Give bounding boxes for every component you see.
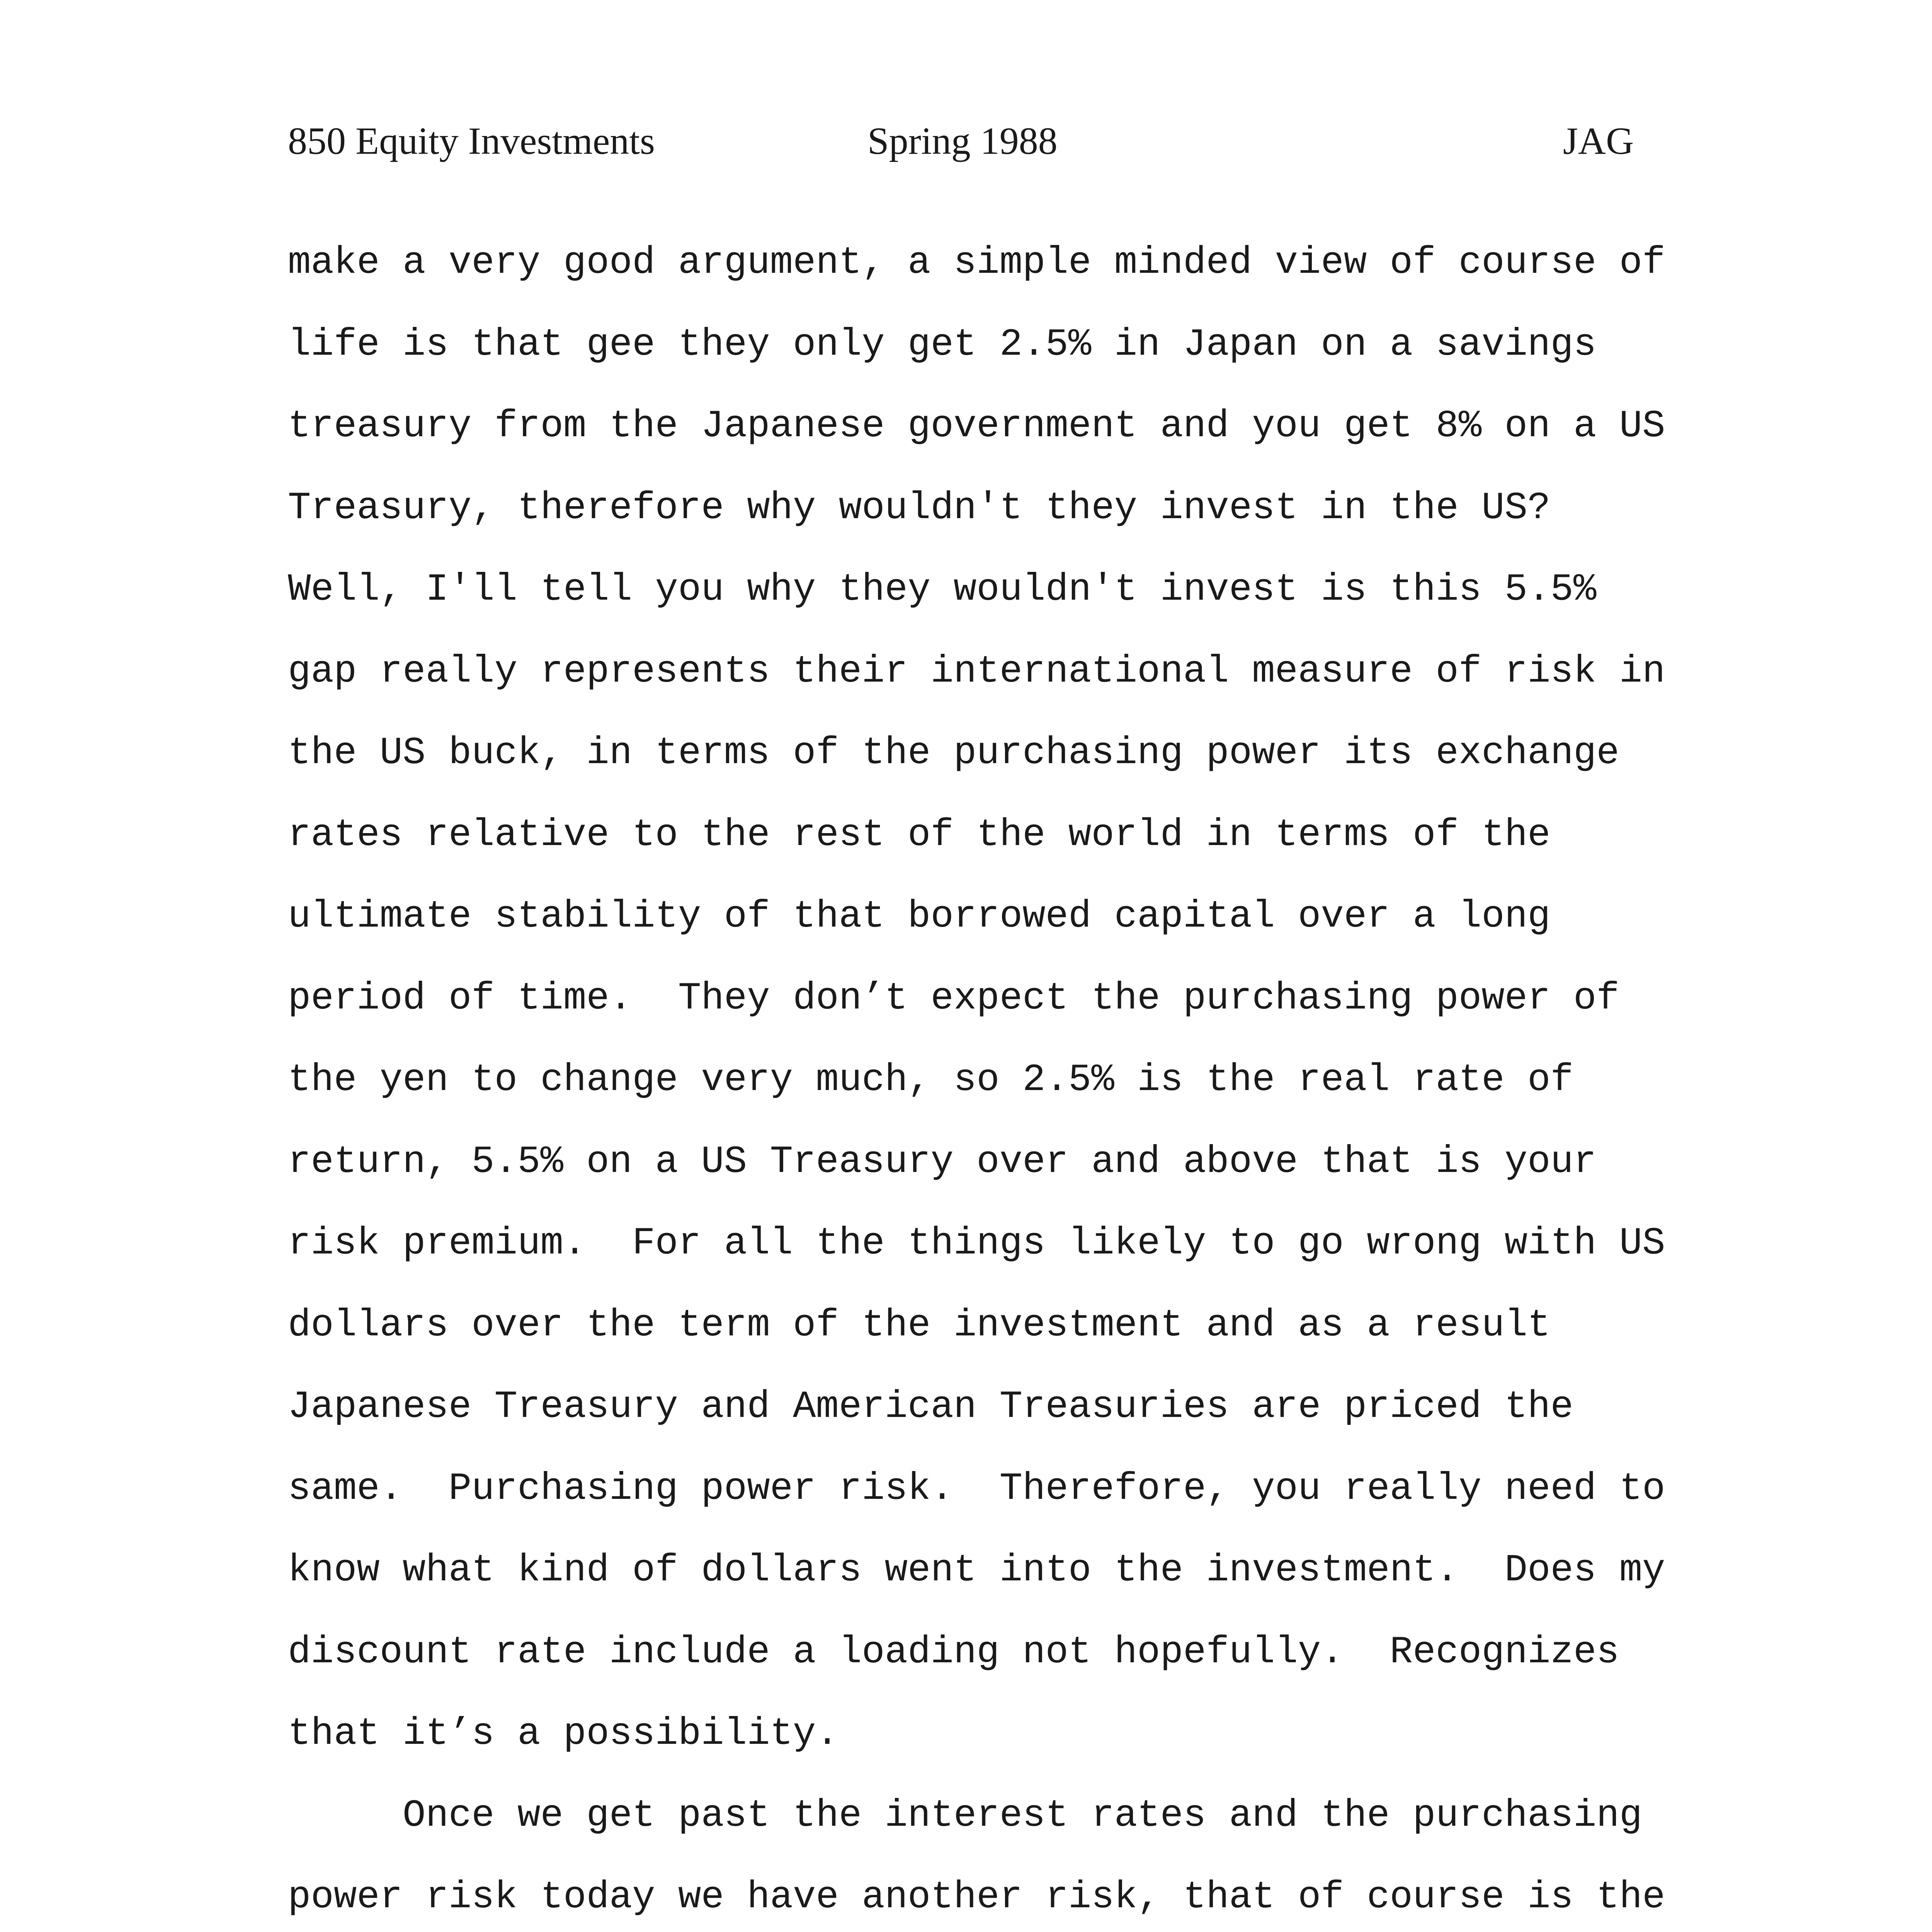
text-line: that it’s a possibility.: [288, 1712, 839, 1755]
text-line: risk premium. For all the things likely to go wrong with US: [288, 1222, 1665, 1265]
text-line: same. Purchasing power risk. Therefore, you really need to: [288, 1467, 1665, 1510]
text-line: Treasury, therefore why wouldn't they invest in the US?: [288, 486, 1551, 530]
header-course-title: 850 Equity Investments: [288, 119, 655, 162]
text-line: Japanese Treasury and American Treasuries are priced the: [288, 1385, 1573, 1429]
text-line: gap really represents their international measure of risk in: [288, 650, 1665, 693]
text-line: treasury from the Japanese government and you get 8% on a US: [288, 405, 1665, 448]
text-line: the US buck, in terms of the purchasing power its exchange: [288, 731, 1619, 775]
text-line: period of time. They don’t expect the purchasing power of: [288, 976, 1619, 1020]
text-line: Well, I'll tell you why they wouldn't invest is this 5.5%: [288, 568, 1597, 611]
text-line: ultimate stability of that borrowed capital over a long: [288, 895, 1551, 938]
header-term: Spring 1988: [867, 119, 1058, 162]
text-line: make a very good argument, a simple minded view of course of: [288, 241, 1665, 284]
header-initials: JAG: [1563, 119, 1634, 162]
text-line: power risk today we have another risk, that of course is the: [288, 1876, 1665, 1919]
text-line: dollars over the term of the investment and as a result: [288, 1303, 1551, 1347]
text-line: know what kind of dollars went into the investment. Does my: [288, 1549, 1665, 1592]
transcript-body: [288, 222, 1694, 1932]
page-header: [0, 112, 1932, 170]
text-line: Once we get past the interest rates and the purchasing: [288, 1794, 1643, 1837]
text-line: discount rate include a loading not hopefully. Recognizes: [288, 1630, 1619, 1674]
text-line: return, 5.5% on a US Treasury over and above that is your: [288, 1140, 1597, 1184]
text-line: life is that gee they only get 2.5% in Japan on a savings: [288, 323, 1597, 366]
text-line: the yen to change very much, so 2.5% is the real rate of: [288, 1058, 1573, 1102]
text-line: rates relative to the rest of the world in terms of the: [288, 813, 1551, 857]
